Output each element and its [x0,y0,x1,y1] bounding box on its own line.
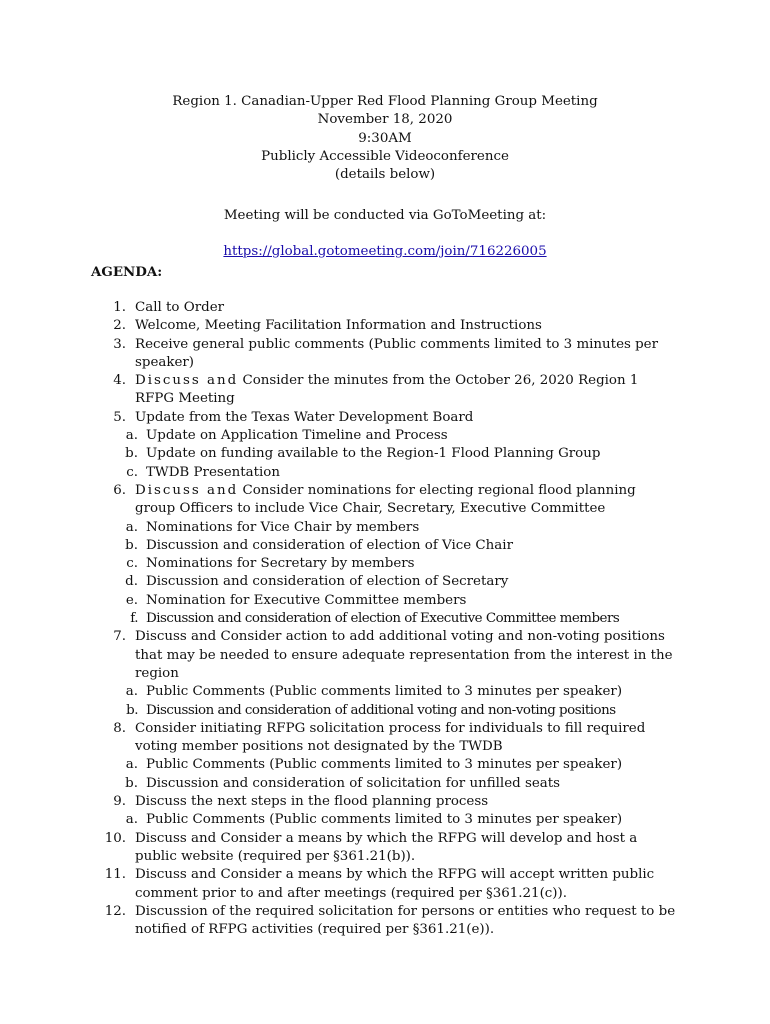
agenda-subitem-letter: f. [130,611,138,627]
agenda-subitem-letter: c. [126,464,138,480]
agenda-item-text: Discuss the next steps in the flood planning process [135,794,489,810]
agenda-subitem [100,610,680,628]
meeting-title: Region 1. Canadian-Upper Red Flood Planning Group Meeting [172,94,598,109]
meeting-header [0,93,770,184]
agenda-subitem [100,592,680,610]
agenda-subitem-letter: a. [125,812,138,828]
agenda-subitem-letter: b. [126,702,138,718]
meeting-venue: Publicly Accessible Videoconference [261,148,509,164]
agenda-subitem [100,555,680,573]
agenda-subitem-letter: a. [125,684,138,700]
agenda-subitem [100,427,680,445]
agenda-subitem-text: Public Comments (Public comments limited to 3 minutes per speaker) [146,684,623,700]
meeting-link-row [0,243,770,261]
agenda-item [100,793,680,811]
agenda-subitem-text: Nomination for Executive Committee members [146,592,467,608]
agenda-heading: AGENDA: [91,264,163,280]
agenda-item-text: Discuss and Consider a means by which the RFPG will develop and host a public website (required per §361.21(b)). [135,830,638,864]
agenda-subitem [100,537,680,555]
agenda-subitem-text: Discussion and consideration of election of Secretary [146,574,509,590]
agenda-item-lead: Discuss and [135,373,239,389]
agenda-subitem-text: Update on funding available to the Region-1 Flood Planning Group [146,446,601,462]
agenda-item-number: 2. [113,318,126,334]
agenda-subitem-text: Discussion and consideration of solicitation for unfilled seats [146,775,560,791]
agenda-item [100,299,680,317]
agenda-subitem-letter: c. [126,556,138,572]
agenda-subitem-letter: b. [125,537,138,553]
agenda-subitem-text: Discussion and consideration of election of Vice Chair [146,537,513,553]
agenda-subitem-text: Nominations for Vice Chair by members [146,519,420,535]
agenda-item [100,317,680,335]
agenda-subitem [100,756,680,774]
agenda-item [100,830,680,867]
agenda-item [100,903,680,940]
agenda-item [100,409,680,427]
agenda-item-number: 12. [104,903,126,919]
agenda-item [100,628,680,683]
meeting-note: (details below) [334,167,436,183]
meeting-time: 9:30AM [358,130,412,146]
agenda-subitem-letter: b. [125,446,138,462]
agenda-item-text: Update from the Texas Water Development Board [135,409,474,425]
agenda-subitem-letter: e. [125,592,138,608]
agenda-subitem [100,464,680,482]
agenda-item-number: 10. [104,830,126,846]
agenda-item-text: Call to Order [135,300,225,315]
meeting-date: November 18, 2020 [317,112,453,128]
agenda-item [100,336,680,373]
agenda-item [100,482,680,519]
agenda-subitem-text: Discussion and consideration of additional voting and non-voting positions [146,702,616,718]
agenda-subitem [100,775,680,793]
agenda-item-text: Consider nominations for electing regional flood planning group Officers to include Vice Chair, Secretary, Executive Committee [135,482,636,517]
agenda-subitem-letter: a. [125,757,138,773]
agenda-subitem-text: Public Comments (Public comments limited to 3 minutes per speaker) [146,757,623,773]
agenda-subitem-letter: a. [125,428,138,444]
agenda-item-number: 4. [113,373,126,389]
agenda-item-number: 7. [113,629,126,645]
meeting-intro: Meeting will be conducted via GoToMeeting at: [223,208,547,223]
agenda-subitem-letter: a. [125,519,138,535]
agenda-item-text: Discussion of the required solicitation for persons or entities who request to be notified of RFPG activities (required per §361.21(e)). [135,903,676,938]
agenda-item-number: 8. [113,720,126,736]
agenda-item-number: 3. [113,336,126,352]
agenda-subitem-text: TWDB Presentation [146,464,280,480]
agenda-item-lead: Discuss and [135,482,239,498]
agenda-subitem-letter: d. [125,574,138,590]
agenda-subitem-text: Nominations for Secretary by members [146,556,415,572]
agenda-subitem [100,683,680,701]
agenda-subitem [100,445,680,463]
agenda-subitem [100,573,680,591]
agenda-subitem [100,702,680,720]
agenda-item-number: 1. [113,300,126,315]
gotomeeting-link[interactable]: https://global.gotomeeting.com/join/716226005 [223,244,547,259]
agenda-subitem-text: Update on Application Timeline and Process [146,428,448,444]
agenda-subitem-letter: b. [125,775,138,791]
agenda-item [100,372,680,409]
agenda-item [100,720,680,757]
agenda-item-text: Receive general public comments (Public comments limited to 3 minutes per speaker) [135,336,659,370]
agenda-item-number: 9. [113,794,126,810]
agenda-item-text: Welcome, Meeting Facilitation Information and Instructions [135,318,542,334]
agenda-subitem-text: Public Comments (Public comments limited to 3 minutes per speaker) [146,812,623,828]
agenda-item-number: 5. [113,409,126,425]
agenda-subitem [100,811,680,829]
agenda-item-text: Consider initiating RFPG solicitation process for individuals to fill required voting member positions not designated by the TWDB [135,720,646,755]
agenda-item-number: 6. [113,482,126,498]
agenda-item-text: Discuss and Consider a means by which the RFPG will accept written public comment prior to and after meetings (required per §361.21(c)). [135,867,655,901]
agenda-item [100,866,680,903]
agenda-subitem [100,519,680,537]
agenda-item-text: Discuss and Consider action to add additional voting and non-voting positions that may be needed to ensure adequate representation from the interest in the region [135,629,673,681]
agenda-subitem-text: Discussion and consideration of election of Executive Committee members [146,611,620,627]
agenda-item-text: Consider the minutes from the October 26, 2020 Region 1 RFPG Meeting [135,373,639,407]
agenda-list [100,299,680,939]
agenda-item-number: 11. [104,867,126,883]
